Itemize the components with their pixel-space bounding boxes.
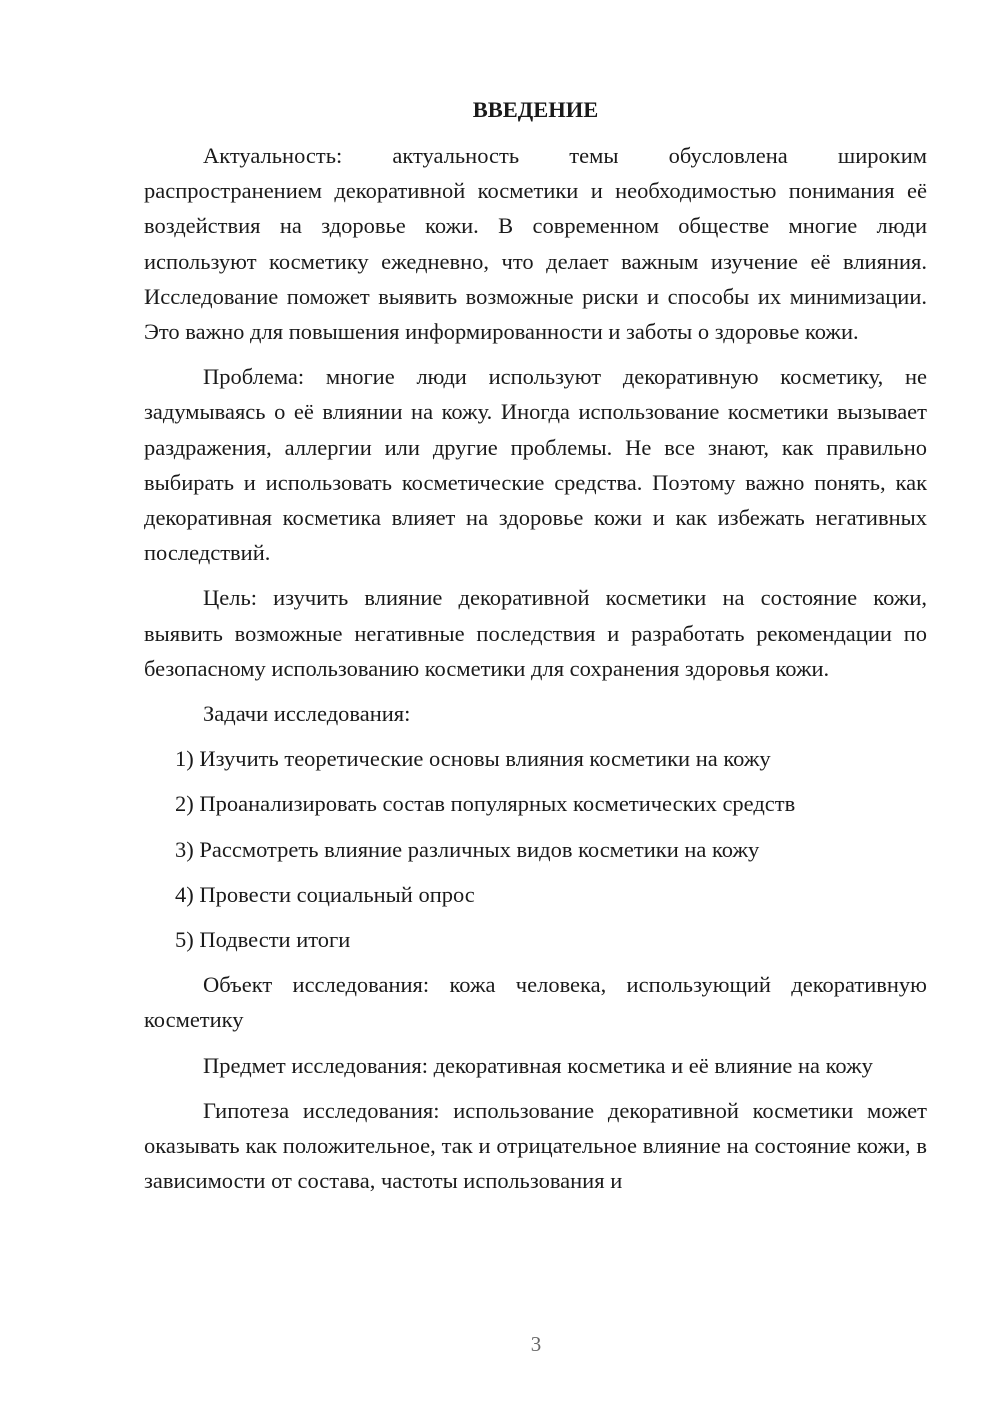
subject-paragraph: Предмет исследования: декоративная косметика и её влияние на кожу [203, 1052, 873, 1078]
list-item: 2) Проанализировать состав популярных косметических средств [175, 791, 796, 817]
tasks-list [144, 741, 927, 957]
goal-paragraph: Цель: изучить влияние декоративной косметики на состояние кожи, выявить возможные негативные последствия и разработать рекомендации по безопасному использованию косметики для сохранения здоровья кожи. [144, 585, 927, 681]
problem-paragraph: Проблема: многие люди используют декоративную косметику, не задумываясь о её влиянии на кожу. Иногда использование косметики вызывает раздражения, аллергии или другие проблемы. Не все знают, как правильно выбирать и использовать косметические средства. Поэтому важно понять, как декоративная косметика влияет на здоровье кожи и как избежать негативных последствий. [144, 364, 927, 566]
object-paragraph: Объект исследования: кожа человека, использующий декоративную косметику [144, 972, 927, 1033]
page-number: 3 [530, 1332, 542, 1356]
page-title: ВВЕДЕНИЕ [472, 97, 599, 122]
list-item: 3) Рассмотреть влияние различных видов косметики на кожу [175, 836, 760, 862]
list-item: 5) Подвести итоги [175, 927, 351, 953]
page-content [144, 92, 927, 1208]
relevance-paragraph: Актуальность: актуальность темы обусловлена широким распространением декоративной косметики и необходимостью понимания её воздействия на здоровье кожи. В современном обществе многие люди используют косметику ежедневно, что делает важным изучение её влияния. Исследование поможет выявить возможные риски и способы их минимизации. Это важно для повышения информированности и заботы о здоровье кожи. [144, 143, 927, 345]
list-item: 1) Изучить теоретические основы влияния косметики на кожу [175, 746, 771, 772]
tasks-intro: Задачи исследования: [203, 701, 411, 727]
list-item: 4) Провести социальный опрос [175, 881, 475, 907]
hypothesis-paragraph: Гипотеза исследования: использование декоративной косметики может оказывать как положительное, так и отрицательное влияние на состояние кожи, в зависимости от состава, частоты использования и [144, 1097, 927, 1194]
